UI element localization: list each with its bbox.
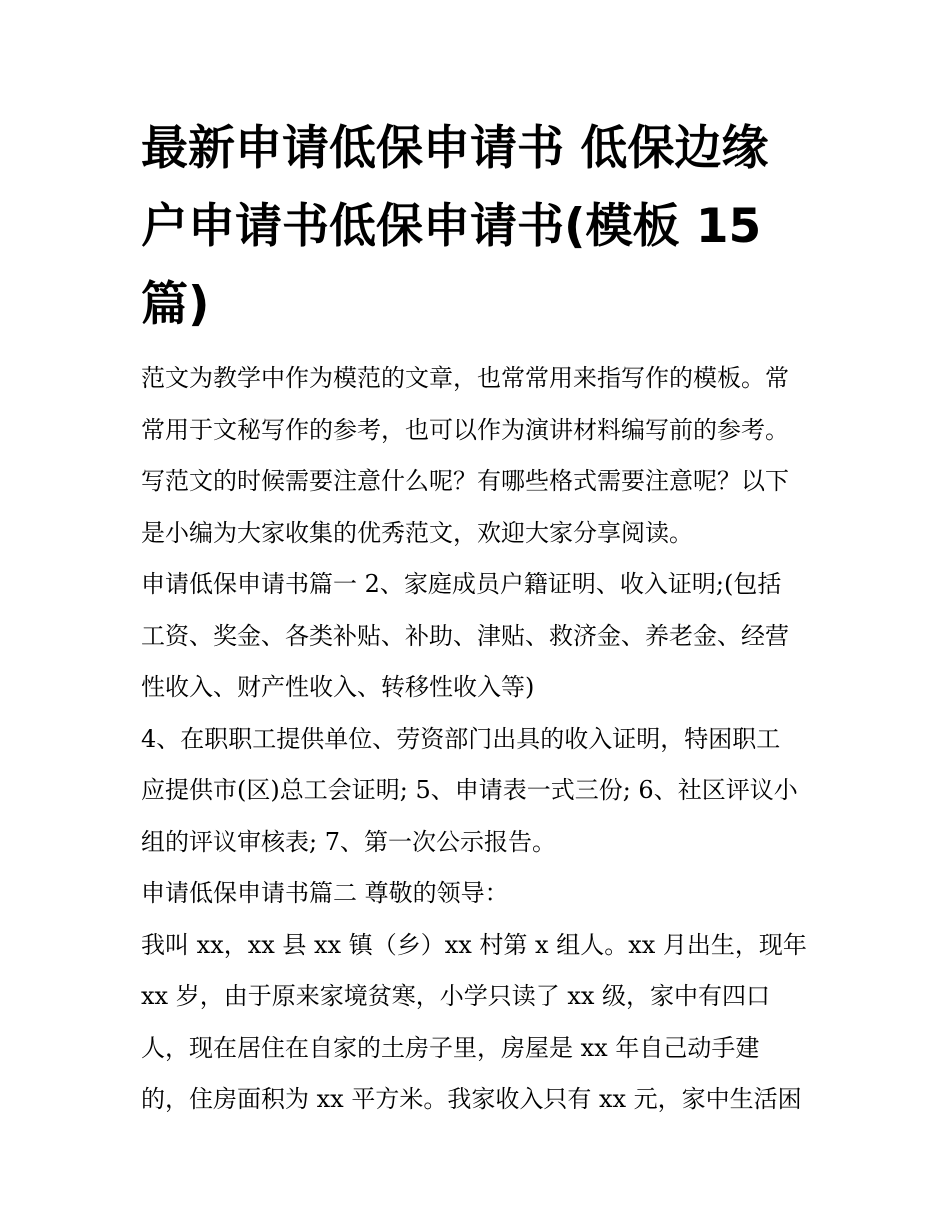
body-line: 范文为教学中作为模范的文章，也常常用来指写作的模板。常 <box>141 364 789 392</box>
body-line: 是小编为大家收集的优秀范文，欢迎大家分享阅读。 <box>141 518 693 547</box>
title-line: 最新申请低保申请书 低保边缘 <box>141 121 769 176</box>
body-line: 应提供市(区)总工会证明; 5、申请表一式三份; 6、社区评议小 <box>141 776 798 804</box>
title-line: 篇) <box>141 277 210 332</box>
body-line: 我叫 xx，xx 县 xx 镇（乡）xx 村第 x 组人。xx 月出生，现年 <box>141 930 807 959</box>
document-title <box>141 110 821 344</box>
body-line: 申请低保申请书篇一 2、家庭成员户籍证明、收入证明;(包括 <box>141 570 782 598</box>
body-line: 写范文的时候需要注意什么呢？有哪些格式需要注意呢？以下 <box>141 467 789 495</box>
body-line: 常用于文秘写作的参考，也可以作为演讲材料编写前的参考。 <box>141 415 789 444</box>
body-line: 组的评议审核表; 7、第一次公示报告。 <box>141 827 556 856</box>
body-line: 性收入、财产性收入、转移性收入等) <box>141 673 535 701</box>
body-line: 申请低保申请书篇二 尊敬的领导： <box>141 879 509 907</box>
document-body <box>141 353 821 1126</box>
body-line: 工资、奖金、各类补贴、补助、津贴、救济金、养老金、经营 <box>141 621 789 650</box>
body-line: 人，现在居住在自家的土房子里，房屋是 xx 年自己动手建 <box>141 1033 760 1062</box>
title-line: 户申请书低保申请书(模板 15 <box>141 199 762 254</box>
body-line: xx 岁，由于原来家境贫寒，小学只读了 xx 级，家中有四口 <box>141 982 771 1010</box>
body-line: 的，住房面积为 xx 平方米。我家收入只有 xx 元，家中生活困 <box>141 1085 802 1113</box>
body-line: 4、在职职工提供单位、劳资部门出具的收入证明，特困职工 <box>141 724 781 753</box>
